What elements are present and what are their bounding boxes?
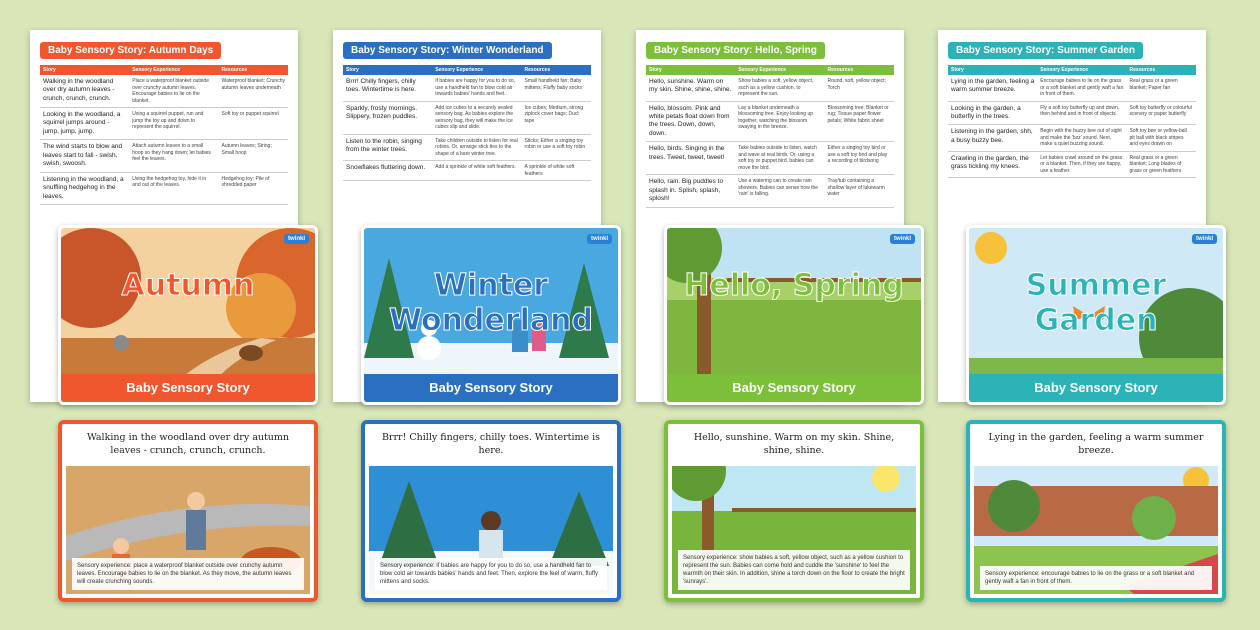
sheet-title: Baby Sensory Story: Summer Garden	[948, 42, 1143, 59]
row-resources: Soft toy bee or yellow-ball pit ball with black stripes and eyes drawn on	[1127, 125, 1196, 152]
table-row	[948, 101, 1196, 125]
row-story: The wind starts to blow and leaves start to fall - swish, swish, swoosh.	[40, 140, 129, 172]
cover-card	[58, 225, 318, 405]
row-story: Hello, blossom. Pink and white petals float down from the trees. Down, down, down.	[646, 101, 735, 142]
row-story: Looking in the woodland, a squirrel jumps around - jump, jump, jump.	[40, 108, 129, 140]
story-page	[966, 420, 1226, 602]
table-header-row	[948, 65, 1196, 75]
sun	[975, 232, 1007, 264]
cover-title: Winter Wonderland	[389, 268, 593, 338]
sensory-note: Sensory experience: if babies are happy for you to do so, use a handheld fan to blow cold air towards babies' hands and feet. Then, explore the feel of warm, fluffy mittens and socks.	[375, 558, 607, 590]
child-head	[113, 538, 129, 554]
row-story: Listen to the robin, singing from the winter trees.	[343, 134, 432, 161]
header-resources: Resources	[219, 65, 288, 75]
row-experience: Take babies outside to listen, watch and wave at real birds. Or, using a soft toy or puppet bird, babies can move the bird.	[735, 142, 824, 175]
cover-card	[664, 225, 924, 405]
table-row	[343, 134, 591, 161]
bush	[1132, 496, 1176, 540]
row-resources: Autumn leaves; String; Small hoop	[219, 140, 288, 172]
sheet-title: Baby Sensory Story: Winter Wonderland	[343, 42, 552, 59]
snowman	[417, 336, 441, 360]
row-experience: Using the hedgehog toy, hide it in and out of the leaves.	[129, 172, 218, 204]
row-story: Brrr! Chilly fingers, chilly toes. Wintertime is here.	[343, 75, 432, 101]
twinkl-logo: twinkl	[890, 234, 915, 244]
row-resources: Round, soft, yellow object; Torch	[825, 75, 894, 101]
row-experience: Use a watering can to create rain showers. Babies can sense how the 'rain' is falling.	[735, 175, 824, 207]
table-row	[40, 75, 288, 108]
header-story: Story	[343, 65, 432, 75]
row-experience: Add a sprinkle of white soft feathers.	[432, 161, 521, 181]
row-story: Hello, sunshine. Warm on my skin. Shine, shine, shine.	[646, 75, 735, 101]
table-header-row	[343, 65, 591, 75]
story-page	[361, 420, 621, 602]
header-story: Story	[948, 65, 1037, 75]
cover-banner: Baby Sensory Story	[667, 374, 921, 402]
header-experience: Sensory Experience	[1037, 65, 1126, 75]
row-experience: Let babies crawl around on the grass or a blanket. Then, if they are happy, use a feather.	[1037, 151, 1126, 178]
row-story: Crawling in the garden, the grass tickling my knees.	[948, 151, 1037, 178]
child-body	[186, 510, 206, 550]
row-resources: Hedgehog toy; Pile of shredded paper	[219, 172, 288, 204]
header-experience: Sensory Experience	[129, 65, 218, 75]
bush	[988, 480, 1040, 532]
table-row	[948, 75, 1196, 101]
row-experience: Take children outside to listen for real robins. Or, arrange stick ties to the shape of a bare winter tree.	[432, 134, 521, 161]
story-table	[40, 65, 288, 205]
header-experience: Sensory Experience	[735, 65, 824, 75]
row-resources: Small handheld fan; Baby mittens; Fluffy baby socks	[522, 75, 591, 101]
row-resources: Soft toy butterfly or colourful scenery or paper butterfly	[1127, 101, 1196, 125]
header-experience: Sensory Experience	[432, 65, 521, 75]
sensory-note: Sensory experience: encourage babies to lie on the grass or a soft blanket and gently waft a fan in front of them.	[980, 566, 1212, 590]
table-header-row	[646, 65, 894, 75]
row-story: Listening in the woodland, a snuffling hedgehog in the leaves.	[40, 172, 129, 204]
twinkl-logo: twinkl	[587, 234, 612, 244]
baby-head	[481, 511, 501, 531]
table-row	[343, 75, 591, 101]
table-row	[948, 125, 1196, 152]
row-resources: A sprinkle of white soft feathers	[522, 161, 591, 181]
row-resources: Real grass or a green blanket; Long blades of grass or green feathers	[1127, 151, 1196, 178]
story-page	[664, 420, 924, 602]
story-table	[343, 65, 591, 181]
row-resources: Waterproof blanket; Crunchy autumn leaves underneath	[219, 75, 288, 108]
header-resources: Resources	[522, 65, 591, 75]
row-experience: Begin with the buzzy bee out of sight and make the 'bzz' sound. Next, make a quiet buzzing sound.	[1037, 125, 1126, 152]
table-row	[343, 101, 591, 134]
page-caption: Lying in the garden, feeling a warm summer breeze.	[988, 432, 1204, 456]
squirrel	[113, 335, 129, 351]
story-page	[58, 420, 318, 602]
table-row	[40, 172, 288, 204]
row-experience: Using a squirrel puppet, run and jump the toy up and down to represent the squirrel.	[129, 108, 218, 140]
row-experience: If babies are happy for you to do so, use a handheld fan to blow cold air towards babies' hands and feet.	[432, 75, 521, 101]
table-row	[40, 140, 288, 172]
sensory-note: Sensory experience: place a waterproof blanket outside over crunchy autumn leaves. Encourage babies to lie on the blanket. As they move, the autumn leaves will create crunching sounds.	[72, 558, 304, 590]
table-header-row	[40, 65, 288, 75]
row-experience: Attach autumn leaves to a small hoop so they hang down; let babies feel the leaves.	[129, 140, 218, 172]
row-experience: Encourage babies to lie on the grass or a soft blanket and gently waft a fan in front of them.	[1037, 75, 1126, 101]
story-table	[646, 65, 894, 208]
cover-title: Autumn	[121, 268, 255, 303]
header-story: Story	[40, 65, 129, 75]
row-resources: Real grass or a green blanket; Paper fan	[1127, 75, 1196, 101]
row-story: Lying in the garden, feeling a warm summer breeze.	[948, 75, 1037, 101]
table-row	[40, 108, 288, 140]
row-resources: Soft toy or puppet squirrel	[219, 108, 288, 140]
table-row	[343, 161, 591, 181]
cover-banner: Baby Sensory Story	[61, 374, 315, 402]
row-experience: Place a waterproof blanket outside over crunchy autumn leaves. Encourage babies to lie on the blanket.	[129, 75, 218, 108]
sheet-title: Baby Sensory Story: Autumn Days	[40, 42, 221, 59]
row-story: Hello, birds. Singing in the trees. Tweet, tweet, tweet!	[646, 142, 735, 175]
cover-title: Hello, Spring	[684, 268, 904, 303]
row-story: Hello, rain. Big puddles to splash in. Splish, splash, splosh!	[646, 175, 735, 207]
twinkl-logo: twinkl	[1192, 234, 1217, 244]
row-resources: Sticks; Either a singing toy robin or use a soft toy robin	[522, 134, 591, 161]
hedgehog	[239, 345, 263, 361]
fence	[732, 508, 916, 512]
sensory-note: Sensory experience: show babies a soft, yellow object, such as a yellow cushion to represent the sun. Babies can come hold and cuddle the 'sunshine' to feel the warmth on their skin. In addition, shine a torch down on the floor to create the bright 'sunrays'.	[678, 550, 910, 590]
page-caption: Brrr! Chilly fingers, chilly toes. Wintertime is here.	[381, 432, 601, 456]
child-head	[187, 492, 205, 510]
row-resources: Tray/tub containing a shallow layer of lukewarm water	[825, 175, 894, 207]
row-experience: Show babies a soft, yellow object, such as a yellow cushion, to represent the sun.	[735, 75, 824, 101]
row-story: Looking in the garden, a butterfly in the trees.	[948, 101, 1037, 125]
table-row	[646, 175, 894, 207]
cover-card	[361, 225, 621, 405]
page-caption: Hello, sunshine. Warm on my skin. Shine, shine, shine.	[693, 432, 895, 456]
row-story: Sparkly, frosty mornings. Slippery, frozen puddles.	[343, 101, 432, 134]
page-caption: Walking in the woodland over dry autumn leaves - crunch, crunch, crunch.	[86, 432, 290, 456]
table-row	[646, 101, 894, 142]
story-table	[948, 65, 1196, 178]
row-resources: Either a singing toy bird or use a soft toy bird and play a recording of birdsong	[825, 142, 894, 175]
row-story: Snowflakes fluttering down.	[343, 161, 432, 181]
header-resources: Resources	[825, 65, 894, 75]
cover-banner: Baby Sensory Story	[969, 374, 1223, 402]
row-experience: Lay a blanket underneath a blossoming tree. Enjoy looking up together, watching the blossom swaying in the breeze.	[735, 101, 824, 142]
row-resources: Ice cubes; Medium, strong ziplock cover bags; Duct tape	[522, 101, 591, 134]
cover-banner: Baby Sensory Story	[364, 374, 618, 402]
header-resources: Resources	[1127, 65, 1196, 75]
cover-title: Summer Garden	[1025, 268, 1167, 338]
cover-card	[966, 225, 1226, 405]
twinkl-logo: twinkl	[284, 234, 309, 244]
header-story: Story	[646, 65, 735, 75]
sheet-title: Baby Sensory Story: Hello, Spring	[646, 42, 825, 59]
table-row	[948, 151, 1196, 178]
table-row	[646, 75, 894, 101]
row-story: Walking in the woodland over dry autumn leaves - crunch, crunch, crunch.	[40, 75, 129, 108]
row-experience: Fly a soft toy butterfly up and down, then behind and in front of objects.	[1037, 101, 1126, 125]
row-story: Listening in the garden, shh, a busy buzzy bee.	[948, 125, 1037, 152]
row-experience: Add ice cubes to a securely sealed sensory bag. As babies explore the sensory bag, they will make the ice cubes slip and slide.	[432, 101, 521, 134]
row-resources: Blossoming tree; Blanket or rug; Tissue paper flower petals; White fabric sheet	[825, 101, 894, 142]
table-row	[646, 142, 894, 175]
